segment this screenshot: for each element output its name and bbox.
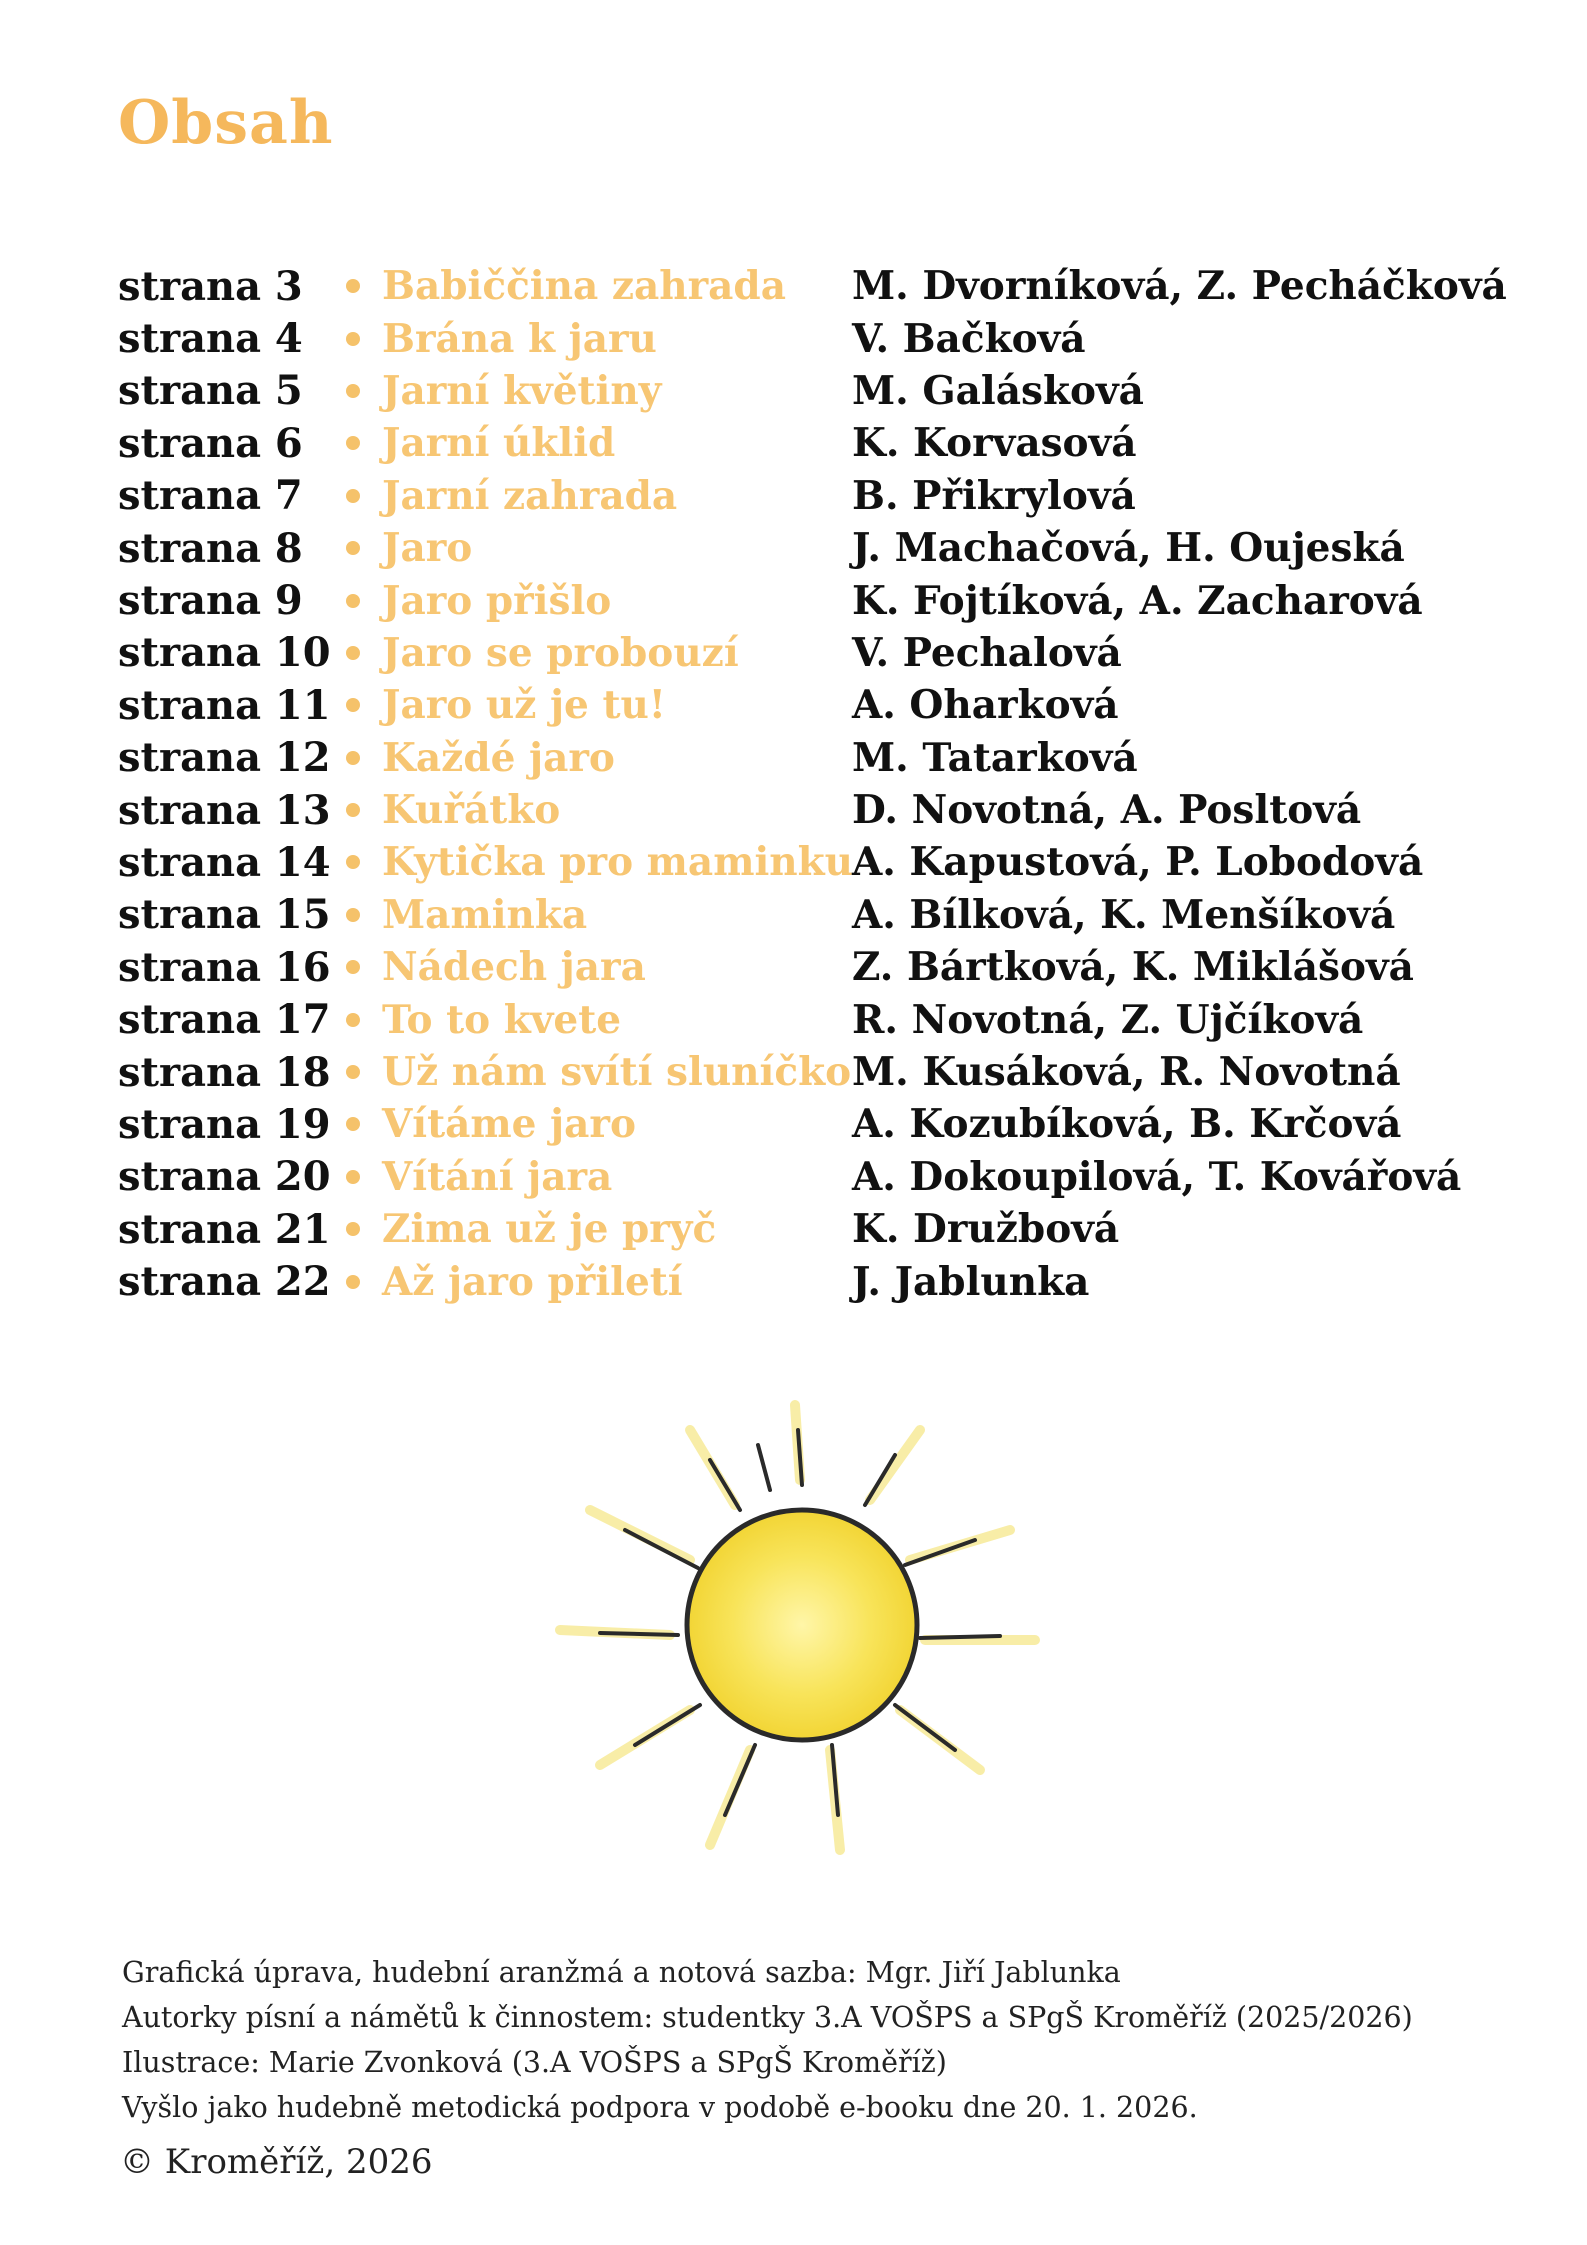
toc-page-number: strana 12 <box>118 734 331 782</box>
toc-song-title: Jarní zahrada <box>382 472 678 519</box>
copyright: © Kroměříž, 2026 <box>120 2142 433 2182</box>
toc-authors: J. Machačová, H. Oujeská <box>852 525 1405 572</box>
bullet-icon <box>346 908 360 922</box>
bullet-icon <box>346 1013 360 1027</box>
toc-authors: M. Kusáková, R. Novotná <box>852 1049 1401 1096</box>
bullet-icon <box>346 803 360 817</box>
toc-page-number: strana 21 <box>118 1205 331 1253</box>
toc-authors: M. Galásková <box>852 367 1144 414</box>
toc-authors: K. Korvasová <box>852 420 1137 467</box>
sun-icon <box>540 1390 1060 1880</box>
toc-authors: Z. Bártková, K. Miklášová <box>852 944 1414 991</box>
bullet-icon <box>346 384 360 398</box>
toc-row[interactable] <box>118 679 1518 731</box>
toc-row[interactable] <box>118 1151 1518 1203</box>
toc-authors: J. Jablunka <box>852 1258 1090 1305</box>
toc-row[interactable] <box>118 993 1518 1045</box>
toc-row[interactable] <box>118 1255 1518 1307</box>
toc-authors: K. Fojtíková, A. Zacharová <box>852 577 1423 624</box>
credit-line: Vyšlo jako hudebně metodická podpora v podobě e-booku dne 20. 1. 2026. <box>122 2091 1198 2124</box>
toc-page-number: strana 6 <box>118 419 303 467</box>
toc-row[interactable] <box>118 522 1518 574</box>
toc-page-number: strana 11 <box>118 681 331 729</box>
bullet-icon <box>346 1275 360 1289</box>
toc-song-title: Kytička pro maminku <box>382 839 854 886</box>
toc-page-number: strana 14 <box>118 838 331 886</box>
toc-row[interactable] <box>118 732 1518 784</box>
toc-page-number: strana 16 <box>118 943 331 991</box>
toc-song-title: Až jaro přiletí <box>382 1258 683 1305</box>
toc-row[interactable] <box>118 836 1518 888</box>
toc-page-number: strana 9 <box>118 577 303 625</box>
bullet-icon <box>346 541 360 555</box>
toc-song-title: To to kvete <box>382 996 622 1043</box>
toc-row[interactable] <box>118 365 1518 417</box>
toc-row[interactable] <box>118 784 1518 836</box>
toc-row[interactable] <box>118 470 1518 522</box>
toc-authors: B. Přikrylová <box>852 472 1136 519</box>
toc-page-number: strana 4 <box>118 315 303 363</box>
toc-authors: M. Tatarková <box>852 734 1138 781</box>
toc-song-title: Brána k jaru <box>382 315 657 362</box>
toc-song-title: Maminka <box>382 891 588 938</box>
toc-page-number: strana 3 <box>118 262 303 310</box>
toc-song-title: Jaro se probouzí <box>382 629 739 676</box>
toc-page-number: strana 19 <box>118 1100 331 1148</box>
bullet-icon <box>346 1065 360 1079</box>
toc-authors: V. Bačková <box>852 315 1086 362</box>
toc-song-title: Jarní úklid <box>382 420 616 467</box>
toc-row[interactable] <box>118 1203 1518 1255</box>
bullet-icon <box>346 646 360 660</box>
bullet-icon <box>346 698 360 712</box>
bullet-icon <box>346 489 360 503</box>
toc-row[interactable] <box>118 941 1518 993</box>
toc-song-title: Jaro <box>382 525 473 572</box>
toc-page-number: strana 20 <box>118 1153 331 1201</box>
toc-page-number: strana 18 <box>118 1048 331 1096</box>
toc-row[interactable] <box>118 1098 1518 1150</box>
bullet-icon <box>346 436 360 450</box>
toc-song-title: Jaro už je tu! <box>382 682 666 729</box>
toc-song-title: Kuřátko <box>382 787 561 834</box>
toc-page-number: strana 8 <box>118 524 303 572</box>
toc-authors: R. Novotná, Z. Ujčíková <box>852 996 1364 1043</box>
toc-row[interactable] <box>118 627 1518 679</box>
bullet-icon <box>346 1170 360 1184</box>
toc-page-number: strana 13 <box>118 786 331 834</box>
toc-authors: K. Družbová <box>852 1206 1120 1253</box>
credit-line: Grafická úprava, hudební aranžmá a notová sazba: Mgr. Jiří Jablunka <box>122 1956 1121 1989</box>
toc-song-title: Každé jaro <box>382 734 615 781</box>
toc-page-number: strana 5 <box>118 367 303 415</box>
toc-song-title: Už nám svítí sluníčko <box>382 1049 852 1096</box>
bullet-icon <box>346 960 360 974</box>
toc-page-number: strana 17 <box>118 996 331 1044</box>
toc-song-title: Vítáme jaro <box>382 1101 636 1148</box>
toc-song-title: Jaro přišlo <box>382 577 612 624</box>
toc-song-title: Babiččina zahrada <box>382 263 786 310</box>
toc-row[interactable] <box>118 574 1518 626</box>
toc-authors: V. Pechalová <box>852 629 1122 676</box>
toc-authors: A. Bílková, K. Menšíková <box>852 891 1396 938</box>
bullet-icon <box>346 751 360 765</box>
toc-song-title: Zima už je pryč <box>382 1206 717 1253</box>
toc-song-title: Vítání jara <box>382 1153 613 1200</box>
bullet-icon <box>346 855 360 869</box>
toc-page-number: strana 7 <box>118 472 303 520</box>
credit-line: Ilustrace: Marie Zvonková (3.A VOŠPS a SPgŠ Kroměříž) <box>122 2046 947 2079</box>
toc-row[interactable] <box>118 889 1518 941</box>
toc-page-number: strana 10 <box>118 629 331 677</box>
toc-song-title: Nádech jara <box>382 944 646 991</box>
bullet-icon <box>346 1117 360 1131</box>
credit-line: Autorky písní a námětů k činnostem: studentky 3.A VOŠPS a SPgŠ Kroměříž (2025/2026) <box>122 2001 1413 2034</box>
toc-row[interactable] <box>118 1046 1518 1098</box>
toc-page-number: strana 15 <box>118 891 331 939</box>
toc-authors: A. Oharková <box>852 682 1119 729</box>
toc-row[interactable] <box>118 312 1518 364</box>
toc-authors: A. Kozubíková, B. Krčová <box>852 1101 1402 1148</box>
bullet-icon <box>346 279 360 293</box>
toc-authors: A. Dokoupilová, T. Kovářová <box>852 1153 1462 1200</box>
bullet-icon <box>346 332 360 346</box>
credits <box>122 1950 1413 2130</box>
toc-song-title: Jarní květiny <box>382 367 662 414</box>
toc-row[interactable] <box>118 260 1518 312</box>
table-of-contents <box>118 260 1518 1308</box>
bullet-icon <box>346 1222 360 1236</box>
toc-authors: A. Kapustová, P. Lobodová <box>852 839 1424 886</box>
toc-page-number: strana 22 <box>118 1258 331 1306</box>
toc-authors: D. Novotná, A. Posltová <box>852 787 1362 834</box>
bullet-icon <box>346 594 360 608</box>
toc-row[interactable] <box>118 417 1518 469</box>
toc-authors: M. Dvorníková, Z. Pecháčková <box>852 263 1507 310</box>
page-title: Obsah <box>118 88 334 158</box>
